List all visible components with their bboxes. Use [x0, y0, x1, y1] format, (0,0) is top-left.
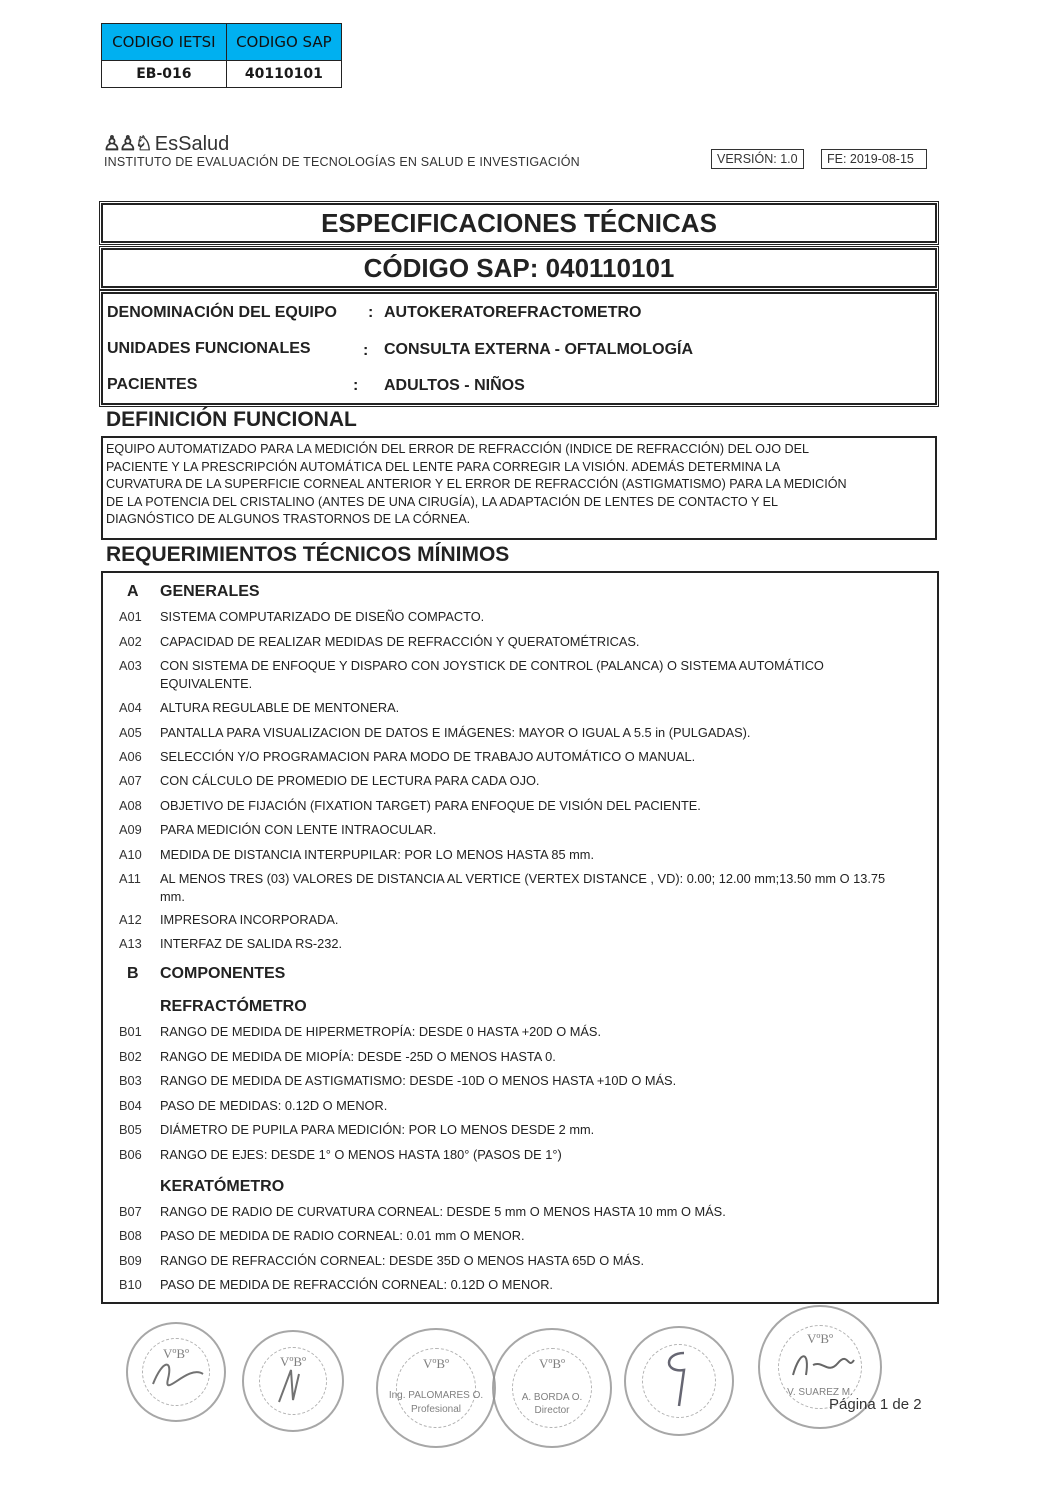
signature-icon: [788, 1345, 858, 1385]
requirement-text: ALTURA REGULABLE DE MENTONERA.: [160, 700, 400, 715]
definition-heading: DEFINICIÓN FUNCIONAL: [106, 408, 357, 431]
definition-line: DIAGNÓSTICO DE ALGUNOS TRASTORNOS DE LA CÓRNEA.: [106, 512, 471, 526]
item-code: A08: [119, 798, 142, 813]
codes-table: [101, 23, 342, 88]
patients-value: ADULTOS - NIÑOS: [384, 377, 525, 394]
requirement-text: PARA MEDICIÓN CON LENTE INTRAOCULAR.: [160, 822, 437, 837]
item-code: A11: [119, 871, 141, 886]
item-code: A02: [119, 634, 142, 649]
signature-icon: [269, 1362, 319, 1407]
item-code: A13: [119, 936, 142, 951]
requirements-box: [101, 571, 939, 1304]
essalud-logo: [103, 131, 229, 156]
colon: :: [363, 342, 369, 359]
equipment-info-box: [101, 292, 937, 405]
item-code: B04: [119, 1098, 142, 1113]
equipment-name-label: DENOMINACIÓN DEL EQUIPO: [107, 304, 337, 321]
definition-line: CURVATURA DE LA SUPERFICIE CORNEAL ANTERIOR Y EL ERROR DE REFRACCIÓN (ASTIGMATISMO) PARA LA MEDICIÓN: [106, 477, 847, 491]
item-code: A01: [119, 609, 142, 624]
item-code: A06: [119, 749, 142, 764]
requirement-text: RANGO DE RADIO DE CURVATURA CORNEAL: DESDE 5 mm O MENOS HASTA 10 mm O MÁS.: [160, 1204, 726, 1219]
requirement-text: IMPRESORA INCORPORADA.: [160, 912, 339, 927]
requirement-text: PASO DE MEDIDAS: 0.12D O MENOR.: [160, 1098, 388, 1113]
keratometer-heading: KERATÓMETRO: [160, 1178, 285, 1195]
requirements-heading: REQUERIMIENTOS TÉCNICOS MÍNIMOS: [106, 543, 510, 566]
director-stamp: [492, 1328, 612, 1448]
item-code: B07: [119, 1204, 142, 1219]
stamp-role: Profesional: [410, 1404, 462, 1415]
sap-code-value: 40110101: [226, 61, 341, 88]
requirement-text: SELECCIÓN Y/O PROGRAMACION PARA MODO DE TRABAJO AUTOMÁTICO O MANUAL.: [160, 749, 696, 764]
section-a-letter: A: [127, 583, 139, 600]
stamp-vb-text: VºBº: [422, 1356, 450, 1371]
item-code: A10: [119, 847, 142, 862]
item-code: A12: [119, 912, 142, 927]
date-box: FE: 2019-08-15: [821, 149, 927, 169]
item-code: B01: [119, 1024, 142, 1039]
requirement-text: OBJETIVO DE FIJACIÓN (FIXATION TARGET) PARA ENFOQUE DE VISIÓN DEL PACIENTE.: [160, 798, 701, 813]
colon: :: [353, 377, 359, 394]
stamp-name: A. BORDA O.: [521, 1392, 583, 1403]
document-title: ESPECIFICACIONES TÉCNICAS: [101, 203, 937, 243]
item-code: A07: [119, 773, 142, 788]
ietsi-code-value: EB-016: [102, 61, 227, 88]
definition-line: PACIENTE Y LA PRESCRIPCIÓN AUTOMÁTICA DEL LENTE PARA CORREGIR LA VISIÓN. ADEMÁS DETERMINA LA: [106, 459, 781, 474]
requirement-text: RANGO DE EJES: DESDE 1° O MENOS HASTA 180° (PASOS DE 1°): [160, 1147, 562, 1162]
requirement-text: SISTEMA COMPUTARIZADO DE DISEÑO COMPACTO.: [160, 609, 485, 624]
requirement-text: DIÁMETRO DE PUPILA PARA MEDICIÓN: POR LO MENOS DESDE 2 mm.: [160, 1122, 595, 1137]
requirement-text: RANGO DE MEDIDA DE ASTIGMATISMO: DESDE -10D O MENOS HASTA +10D O MÁS.: [160, 1073, 677, 1088]
signature-icon: [654, 1348, 704, 1408]
item-code: B08: [119, 1228, 142, 1243]
requirement-text: RANGO DE MEDIDA DE MIOPÍA: DESDE -25D O MENOS HASTA 0.: [160, 1049, 556, 1064]
approval-stamp: [376, 1328, 496, 1448]
patients-label: PACIENTES: [107, 376, 198, 393]
item-code: B02: [119, 1049, 142, 1064]
item-code: B10: [119, 1277, 142, 1292]
stamp-role: Director: [534, 1405, 570, 1416]
item-code: A09: [119, 822, 142, 837]
approval-stamp: [242, 1330, 344, 1432]
equipment-name-value: AUTOKERATOREFRACTOMETRO: [384, 304, 642, 321]
definition-line: EQUIPO AUTOMATIZADO PARA LA MEDICIÓN DEL ERROR DE REFRACCIÓN (INDICE DE REFRACCIÓN) DEL OJO DEL: [106, 442, 810, 456]
requirement-text: MEDIDA DE DISTANCIA INTERPUPILAR: POR LO MENOS HASTA 85 mm.: [160, 847, 594, 862]
approval-stamp: [126, 1322, 226, 1422]
item-code: B09: [119, 1253, 142, 1268]
item-code: A04: [119, 700, 142, 715]
section-b-letter: B: [127, 965, 139, 982]
section-b-title: COMPONENTES: [160, 965, 286, 982]
ietsi-code-header: CODIGO IETSI: [102, 24, 227, 61]
sap-code-header: CODIGO SAP: [226, 24, 341, 61]
stamp-vb-text: VºBº: [279, 1354, 307, 1369]
requirement-text: RANGO DE REFRACCIÓN CORNEAL: DESDE 35D O MENOS HASTA 65D O MÁS.: [160, 1253, 645, 1268]
stamp-vb-text: VºBº: [162, 1346, 190, 1361]
functional-units-value: CONSULTA EXTERNA - OFTALMOLOGÍA: [384, 341, 694, 358]
signature-icon: [148, 1354, 208, 1394]
stamp-name: V. SUAREZ M.: [787, 1387, 853, 1398]
version-box: VERSIÓN: 1.0: [711, 149, 804, 169]
requirement-text: RANGO DE MEDIDA DE HIPERMETROPÍA: DESDE 0 HASTA +20D O MÁS.: [160, 1024, 601, 1039]
requirement-text: PANTALLA PARA VISUALIZACION DE DATOS E IMÁGENES: MAYOR O IGUAL A 5.5 in (PULGADAS).: [160, 725, 751, 740]
requirement-text: PASO DE MEDIDA DE RADIO CORNEAL: 0.01 mm O MENOR.: [160, 1228, 525, 1243]
definition-text: [106, 441, 928, 529]
definition-line: DE LA POTENCIA DEL CRISTALINO (ANTES DE UNA CIRUGÍA), LA ADAPTACIÓN DE LENTES DE CONTACTO Y EL: [106, 494, 779, 509]
functional-units-label: UNIDADES FUNCIONALES: [107, 340, 311, 357]
item-code: A03: [119, 658, 142, 673]
sap-code-title: CÓDIGO SAP: 040110101: [101, 248, 937, 288]
requirement-text: AL MENOS TRES (03) VALORES DE DISTANCIA AL VERTICE (VERTEX DISTANCE , VD): 0.00; 12.00 mm;13.50 mm O 13.75 mm.: [160, 871, 886, 904]
brand-name: EsSalud: [154, 133, 230, 155]
item-code: A05: [119, 725, 142, 740]
colon: :: [368, 304, 374, 321]
requirement-text: PASO DE MEDIDA DE REFRACCIÓN CORNEAL: 0.12D O MENOR.: [160, 1277, 553, 1292]
page-number: Página 1 de 2: [829, 1396, 922, 1413]
refractometer-heading: REFRACTÓMETRO: [160, 998, 307, 1015]
stamp-vb-text: VºBº: [538, 1356, 566, 1371]
item-code: B05: [119, 1122, 142, 1137]
approval-stamp: [624, 1326, 734, 1436]
requirement-text: CON SISTEMA DE ENFOQUE Y DISPARO CON JOYSTICK DE CONTROL (PALANCA) O SISTEMA AUTOMÁTICO EQUIVALENTE.: [160, 658, 824, 691]
requirement-text: CAPACIDAD DE REALIZAR MEDIDAS DE REFRACCIÓN Y QUERATOMÉTRICAS.: [160, 634, 640, 649]
item-code: B06: [119, 1147, 142, 1162]
section-a-title: GENERALES: [160, 583, 260, 600]
stamp-name: Ing. PALOMARES O.: [388, 1390, 484, 1401]
item-code: B03: [119, 1073, 142, 1088]
definition-box: [101, 436, 937, 540]
stamp-vb-text: VºBº: [806, 1331, 834, 1346]
requirement-text: INTERFAZ DE SALIDA RS-232.: [160, 936, 343, 951]
requirement-text: CON CÁLCULO DE PROMEDIO DE LECTURA PARA CADA OJO.: [160, 773, 540, 788]
institute-name: INSTITUTO DE EVALUACIÓN DE TECNOLOGÍAS EN SALUD E INVESTIGACIÓN: [104, 155, 580, 169]
family-logo-icon: ♙♙♘: [103, 133, 151, 155]
